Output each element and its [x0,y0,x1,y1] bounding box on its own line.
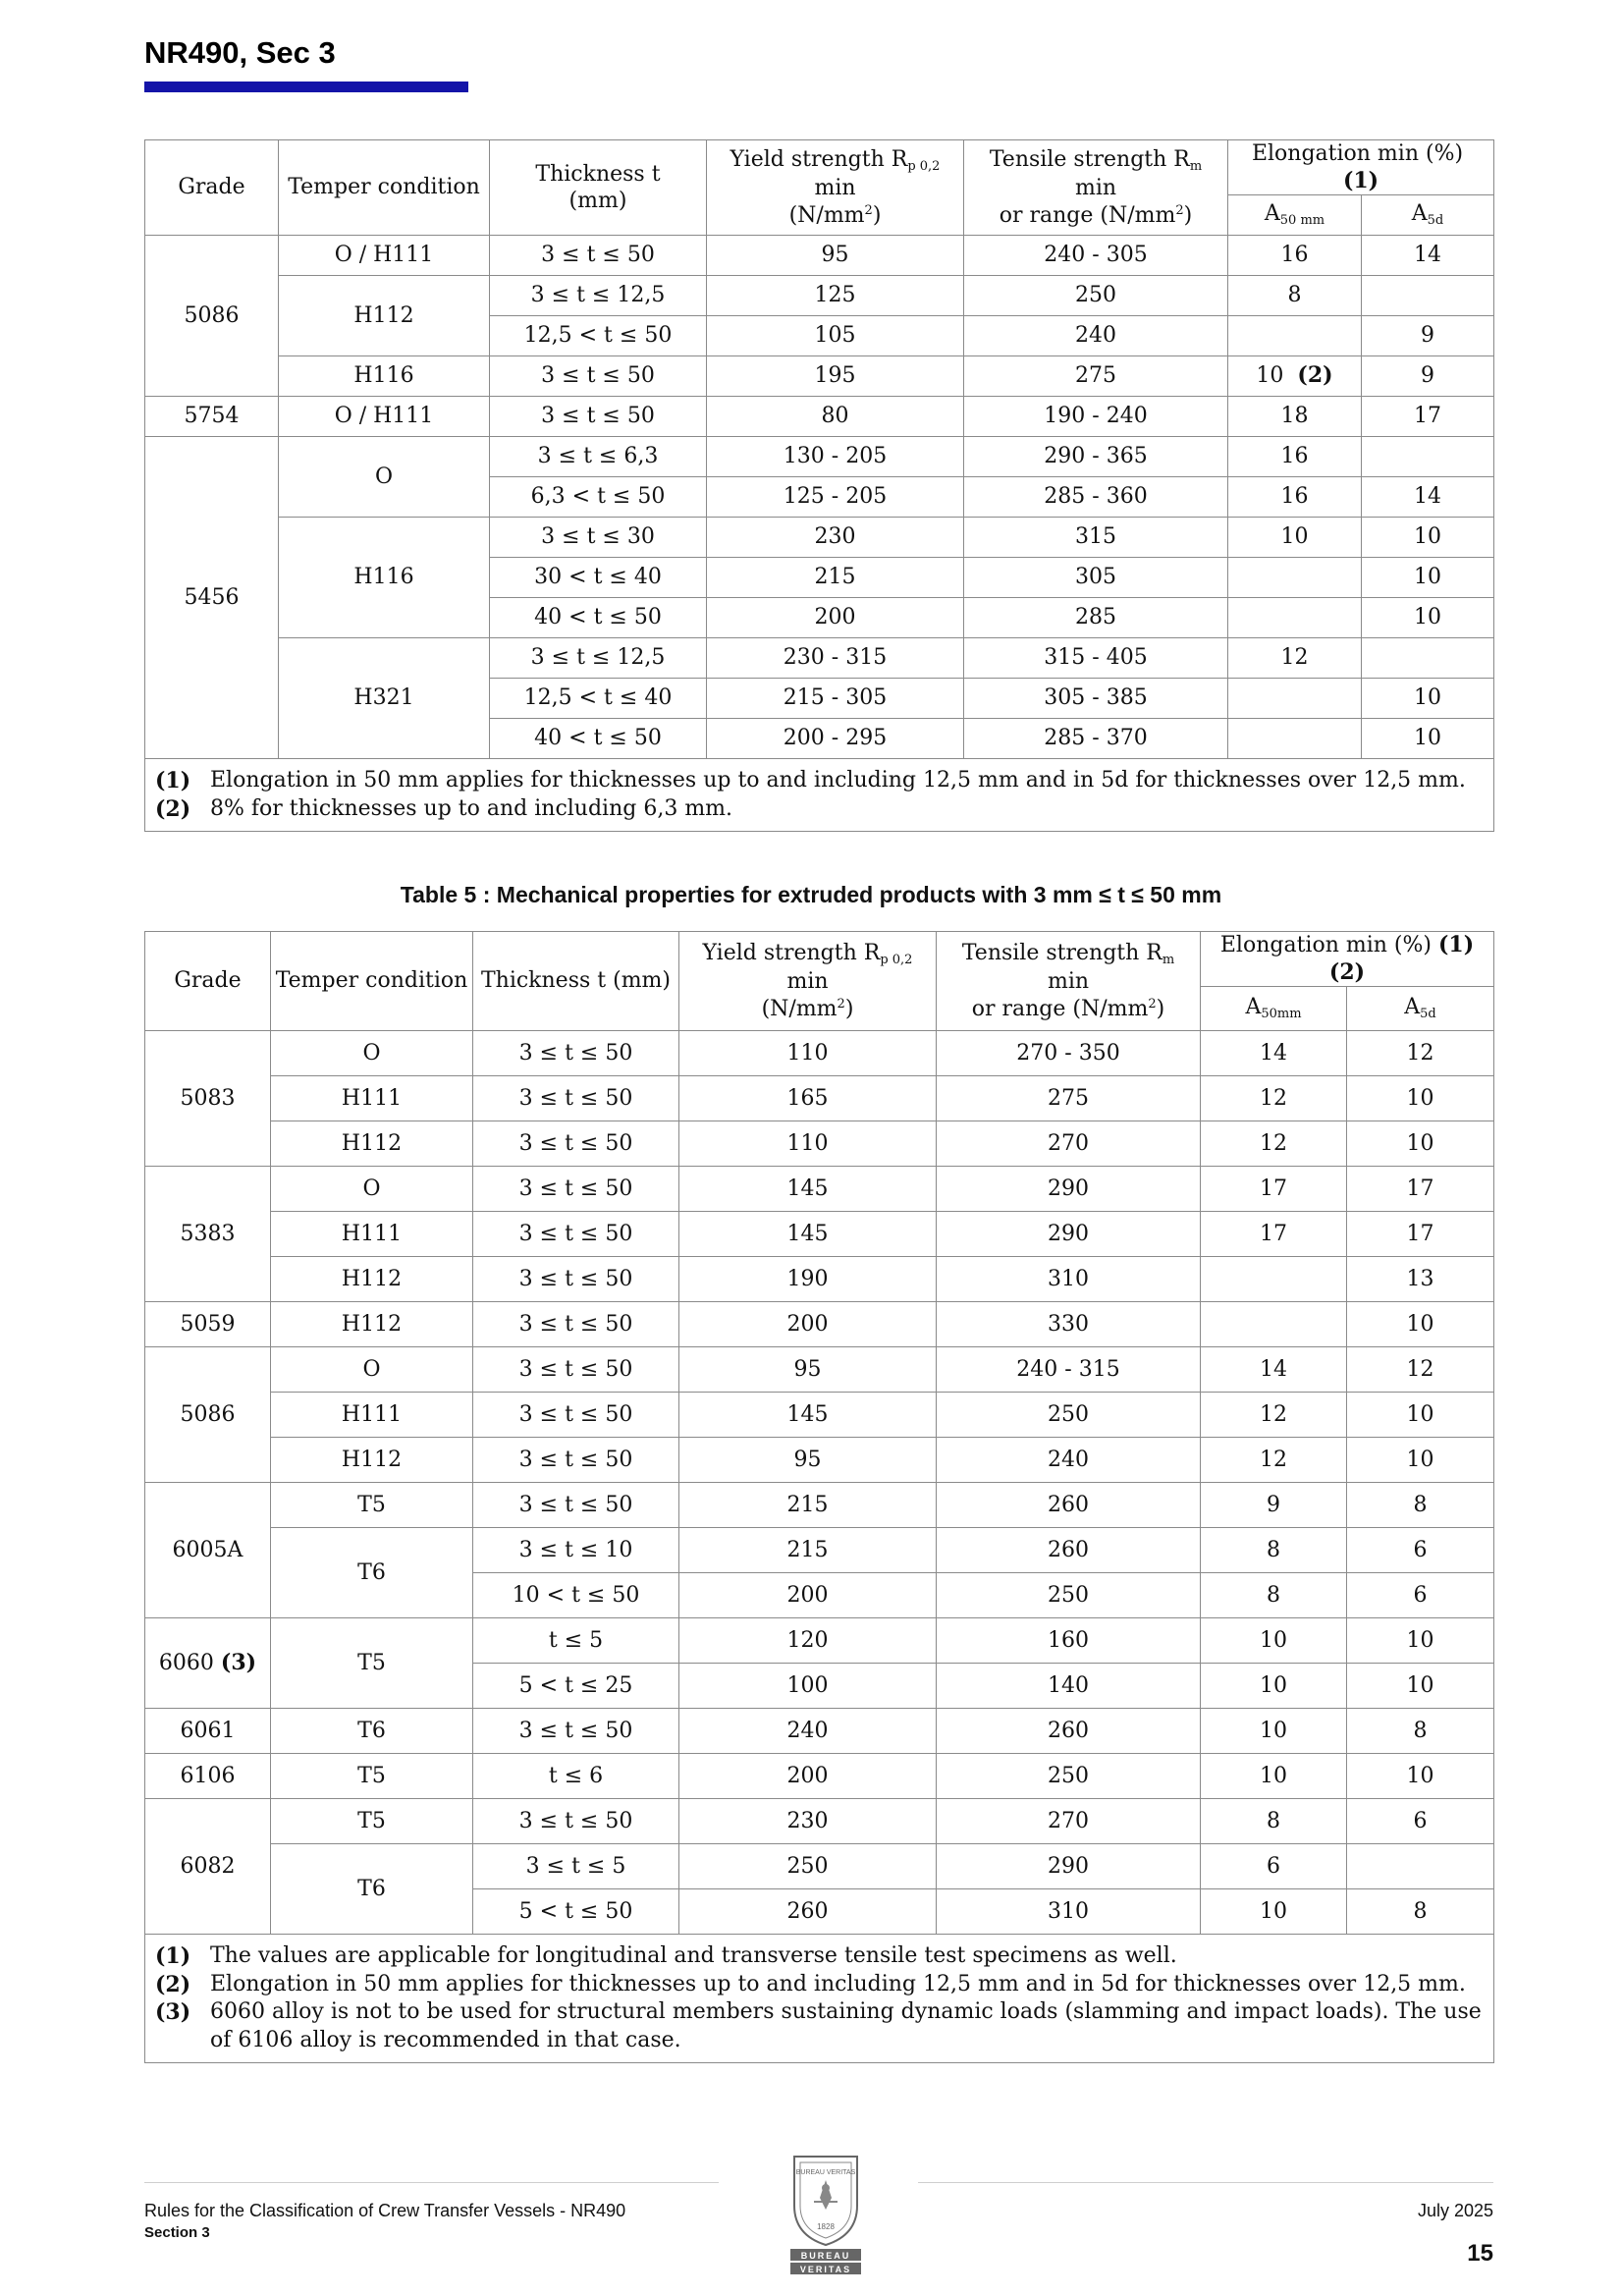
temper-cell: H112 [271,1438,473,1483]
grade-cell: 6061 [145,1709,271,1754]
a50-cell [1228,598,1362,638]
tensile-cell: 275 [937,1076,1201,1121]
thickness-cell: 12,5 < t ≤ 50 [490,316,707,356]
col-header-tensile: Tensile strength $R_m$ min or range $(N/mm^2)$ [964,140,1228,236]
table-row [145,1031,1494,1076]
thickness-cell: 3 ≤ t ≤ 50 [473,1709,679,1754]
thickness-cell: 3 ≤ t ≤ 50 [490,356,707,397]
yield-cell: 200 - 295 [707,719,964,759]
yield-cell: 80 [707,397,964,437]
a50-cell: 9 [1201,1483,1347,1528]
yield-cell: 110 [679,1121,937,1167]
tensile-cell: 270 [937,1799,1201,1844]
yield-cell: 110 [679,1031,937,1076]
a5d-cell: 10 [1347,1754,1494,1799]
yield-cell: 230 - 315 [707,638,964,679]
grade-cell: 6082 [145,1799,271,1935]
table-row [145,1799,1494,1844]
a5d-cell: 17 [1362,397,1494,437]
temper-cell: O [279,437,490,518]
notes-row [145,759,1494,832]
tensile-cell: 290 [937,1167,1201,1212]
thickness-cell: 3 ≤ t ≤ 50 [473,1212,679,1257]
tensile-cell: 250 [964,276,1228,316]
thickness-cell: t ≤ 6 [473,1754,679,1799]
thickness-cell: 12,5 < t ≤ 40 [490,679,707,719]
a5d-cell: 10 [1347,1664,1494,1709]
logo-year: 1828 [817,2222,835,2231]
yield-cell: 125 [707,276,964,316]
tensile-cell: 140 [937,1664,1201,1709]
grade-cell: 5083 [145,1031,271,1167]
table-row [145,1438,1494,1483]
a5d-cell: 10 [1362,558,1494,598]
thickness-cell: 5 < t ≤ 50 [473,1889,679,1935]
page-number: 15 [1467,2240,1493,2267]
yield-cell: 130 - 205 [707,437,964,477]
temper-cell: O [271,1167,473,1212]
table-5 [144,931,1494,2063]
a50-cell: 16 [1228,236,1362,276]
tensile-cell: 285 - 370 [964,719,1228,759]
a50-cell: 8 [1201,1573,1347,1618]
a50-cell [1228,679,1362,719]
a5d-cell: 12 [1347,1347,1494,1393]
a50-cell: 12 [1228,638,1362,679]
footnote: (1) The values are applicable for longitudinal and transverse tensile test specimens as well. [155,1943,1177,1969]
tensile-cell: 285 [964,598,1228,638]
thickness-cell: 40 < t ≤ 50 [490,598,707,638]
table-row [145,1347,1494,1393]
col-header-yield: Yield strength $R_{p 0,2}$ min $(N/mm^2)$ [679,932,937,1031]
thickness-cell: 3 ≤ t ≤ 12,5 [490,276,707,316]
tensile-cell: 290 [937,1844,1201,1889]
a50-cell [1228,719,1362,759]
table-row [145,1212,1494,1257]
thickness-cell: 3 ≤ t ≤ 50 [473,1121,679,1167]
tensile-cell: 240 - 305 [964,236,1228,276]
temper-cell: H321 [279,638,490,759]
thickness-cell: 3 ≤ t ≤ 30 [490,518,707,558]
header-title: NR490, Sec 3 [144,35,336,70]
a50-cell: 10 [1201,1889,1347,1935]
temper-cell: H112 [271,1257,473,1302]
tensile-cell: 250 [937,1573,1201,1618]
yield-cell: 105 [707,316,964,356]
thickness-cell: 10 < t ≤ 50 [473,1573,679,1618]
col-header-a5d: $A_{5d}$ [1347,987,1494,1031]
grade-cell: 5086 [145,236,279,397]
temper-cell: H112 [279,276,490,356]
yield-cell: 95 [679,1438,937,1483]
yield-cell: 200 [679,1573,937,1618]
thickness-cell: 5 < t ≤ 25 [473,1664,679,1709]
grade-cell: 5383 [145,1167,271,1302]
table-row [145,1709,1494,1754]
tensile-cell: 290 [937,1212,1201,1257]
a5d-cell: 10 [1347,1076,1494,1121]
yield-cell: 200 [679,1754,937,1799]
table-4 [144,139,1494,832]
yield-cell: 260 [679,1889,937,1935]
thickness-cell: 3 ≤ t ≤ 10 [473,1528,679,1573]
logo-line-2: VERITAS [799,2265,852,2274]
a5d-cell: 8 [1347,1483,1494,1528]
yield-cell: 240 [679,1709,937,1754]
col-header-temper: Temper condition [279,140,490,236]
a5d-cell: 10 [1347,1121,1494,1167]
a50-cell: 17 [1201,1212,1347,1257]
yield-cell: 95 [707,236,964,276]
col-header-thickness: Thickness t (mm) [473,932,679,1031]
table-row [145,638,1494,679]
table-row [145,1393,1494,1438]
table-row [145,236,1494,276]
table-row [145,397,1494,437]
notes-row [145,1935,1494,2063]
table-row [145,437,1494,477]
thickness-cell: 3 ≤ t ≤ 50 [473,1438,679,1483]
table-row [145,1302,1494,1347]
a50-cell: 10 [1201,1754,1347,1799]
temper-cell: H112 [271,1121,473,1167]
thickness-cell: 3 ≤ t ≤ 50 [490,236,707,276]
tensile-cell: 305 - 385 [964,679,1228,719]
temper-cell: H116 [279,518,490,638]
table-row [145,1618,1494,1664]
temper-cell: T5 [271,1618,473,1709]
yield-cell: 215 - 305 [707,679,964,719]
a5d-cell: 14 [1362,477,1494,518]
footer-rule-right [918,2182,1493,2183]
yield-cell: 165 [679,1076,937,1121]
a5d-cell: 14 [1362,236,1494,276]
a5d-cell: 10 [1362,679,1494,719]
a50-cell [1228,316,1362,356]
temper-cell: H111 [271,1076,473,1121]
temper-cell: T5 [271,1799,473,1844]
a5d-cell: 8 [1347,1709,1494,1754]
col-header-grade: Grade [145,140,279,236]
grade-cell: 6106 [145,1754,271,1799]
a50-cell [1201,1257,1347,1302]
table-row [145,518,1494,558]
footnote: (3) 6060 alloy is not to be used for structural members sustaining dynamic loads (slamming and impact loads). The use of 6106 alloy is recommended in that case. [155,1999,1482,2052]
tensile-cell: 315 - 405 [964,638,1228,679]
yield-cell: 125 - 205 [707,477,964,518]
table-5-caption: Table 5 : Mechanical properties for extruded products with 3 mm ≤ t ≤ 50 mm [400,882,1222,907]
footer-date: July 2025 [1417,2201,1493,2220]
a5d-cell: 9 [1362,356,1494,397]
a50-cell: 12 [1201,1393,1347,1438]
tensile-cell: 240 - 315 [937,1347,1201,1393]
a5d-cell: 10 [1347,1438,1494,1483]
thickness-cell: 3 ≤ t ≤ 50 [473,1483,679,1528]
yield-cell: 195 [707,356,964,397]
logo-line-1: BUREAU [800,2251,851,2261]
temper-cell: T6 [271,1528,473,1618]
yield-cell: 215 [707,558,964,598]
footer-section: Section 3 [144,2224,210,2241]
tensile-cell: 270 [937,1121,1201,1167]
temper-cell: O / H111 [279,397,490,437]
temper-cell: H111 [271,1212,473,1257]
tensile-cell: 240 [964,316,1228,356]
a50-cell: 8 [1201,1799,1347,1844]
a5d-cell: 8 [1347,1889,1494,1935]
a50-cell: 10 [1201,1618,1347,1664]
tensile-cell: 250 [937,1393,1201,1438]
yield-cell: 215 [679,1483,937,1528]
a50-cell [1228,558,1362,598]
col-header-a50: $A_{50mm}$ [1201,987,1347,1031]
temper-cell: T6 [271,1709,473,1754]
a50-cell: 12 [1201,1076,1347,1121]
table-row [145,1076,1494,1121]
a50-cell: 10 [1201,1709,1347,1754]
grade-cell: 6060 (3) [145,1618,271,1709]
thickness-cell: 6,3 < t ≤ 50 [490,477,707,518]
tensile-cell: 270 - 350 [937,1031,1201,1076]
a50-cell: 14 [1201,1347,1347,1393]
temper-cell: H111 [271,1393,473,1438]
table-row [145,356,1494,397]
tensile-cell: 250 [937,1754,1201,1799]
table-row [145,1167,1494,1212]
thickness-cell: 3 ≤ t ≤ 50 [473,1076,679,1121]
a50-cell [1201,1302,1347,1347]
thickness-cell: 3 ≤ t ≤ 50 [473,1031,679,1076]
a50-cell: 10 (2) [1228,356,1362,397]
a50-cell: 8 [1201,1528,1347,1573]
col-header-temper: Temper condition [271,932,473,1031]
thickness-cell: 3 ≤ t ≤ 50 [473,1257,679,1302]
grade-cell: 5456 [145,437,279,759]
a50-cell: 16 [1228,437,1362,477]
yield-cell: 190 [679,1257,937,1302]
tensile-cell: 310 [937,1889,1201,1935]
thickness-cell: 3 ≤ t ≤ 12,5 [490,638,707,679]
table-row [145,1121,1494,1167]
yield-cell: 200 [707,598,964,638]
grade-cell: 5086 [145,1347,271,1483]
thickness-cell: 3 ≤ t ≤ 50 [473,1347,679,1393]
yield-cell: 145 [679,1393,937,1438]
thickness-cell: 3 ≤ t ≤ 5 [473,1844,679,1889]
tensile-cell: 260 [937,1528,1201,1573]
temper-cell: T5 [271,1754,473,1799]
table-row [145,1257,1494,1302]
a50-cell: 12 [1201,1438,1347,1483]
table-row [145,1483,1494,1528]
a5d-cell: 13 [1347,1257,1494,1302]
tensile-cell: 305 [964,558,1228,598]
col-header-tensile: Tensile strength $R_m$ min or range $(N/mm^2)$ [937,932,1201,1031]
a50-cell: 12 [1201,1121,1347,1167]
a5d-cell: 10 [1362,719,1494,759]
tensile-cell: 285 - 360 [964,477,1228,518]
a5d-cell: 12 [1347,1031,1494,1076]
tensile-cell: 240 [937,1438,1201,1483]
thickness-cell: 3 ≤ t ≤ 50 [473,1393,679,1438]
yield-cell: 230 [679,1799,937,1844]
logo-ring-text: BUREAU VERITAS [795,2169,856,2176]
tensile-cell: 260 [937,1709,1201,1754]
a5d-cell [1362,638,1494,679]
temper-cell: O [271,1347,473,1393]
tensile-cell: 160 [937,1618,1201,1664]
a5d-cell [1347,1844,1494,1889]
footer-rule-left [144,2182,719,2183]
grade-cell: 6005A [145,1483,271,1618]
col-header-a5d: $A_{5d}$ [1362,195,1494,236]
a5d-cell [1362,276,1494,316]
col-header-yield: Yield strength $R_{p 0,2}$ min $(N/mm^2)$ [707,140,964,236]
col-header-a50: $A_{50 mm}$ [1228,195,1362,236]
table-row [145,1844,1494,1889]
bureau-veritas-logo [781,2151,871,2276]
a50-cell: 8 [1228,276,1362,316]
table-row [145,1754,1494,1799]
thickness-cell: 3 ≤ t ≤ 50 [473,1799,679,1844]
yield-cell: 95 [679,1347,937,1393]
temper-cell: T6 [271,1844,473,1935]
tensile-cell: 315 [964,518,1228,558]
tensile-cell: 260 [937,1483,1201,1528]
grade-cell: 5059 [145,1302,271,1347]
col-header-elongation: Elongation min (%) (1) [1228,140,1494,195]
a50-cell: 10 [1201,1664,1347,1709]
a5d-cell: 10 [1362,598,1494,638]
a5d-cell: 10 [1347,1618,1494,1664]
temper-cell: O / H111 [279,236,490,276]
tensile-cell: 330 [937,1302,1201,1347]
yield-cell: 250 [679,1844,937,1889]
a5d-cell: 6 [1347,1573,1494,1618]
temper-cell: H112 [271,1302,473,1347]
thickness-cell: t ≤ 5 [473,1618,679,1664]
header-rule [144,82,468,92]
footnote: (2) Elongation in 50 mm applies for thicknesses up to and including 12,5 mm and in 5d for thicknesses over 12,5 mm. [155,1971,1466,1997]
a5d-cell: 17 [1347,1167,1494,1212]
thickness-cell: 3 ≤ t ≤ 6,3 [490,437,707,477]
temper-cell: T5 [271,1483,473,1528]
yield-cell: 100 [679,1664,937,1709]
a50-cell: 17 [1201,1167,1347,1212]
table-row [145,1528,1494,1573]
thickness-cell: 3 ≤ t ≤ 50 [473,1302,679,1347]
a5d-cell: 17 [1347,1212,1494,1257]
a50-cell: 6 [1201,1844,1347,1889]
a5d-cell: 6 [1347,1799,1494,1844]
yield-cell: 120 [679,1618,937,1664]
temper-cell: O [271,1031,473,1076]
a50-cell: 14 [1201,1031,1347,1076]
tensile-cell: 290 - 365 [964,437,1228,477]
a5d-cell: 9 [1362,316,1494,356]
yield-cell: 215 [679,1528,937,1573]
col-header-grade: Grade [145,932,271,1031]
a50-cell: 10 [1228,518,1362,558]
footnote: (1) Elongation in 50 mm applies for thicknesses up to and including 12,5 mm and in 5d for thicknesses over 12,5 mm. [155,768,1466,793]
thickness-cell: 3 ≤ t ≤ 50 [473,1167,679,1212]
col-header-elongation: Elongation min (%) (1) (2) [1201,932,1494,987]
tensile-cell: 275 [964,356,1228,397]
a5d-cell: 10 [1347,1302,1494,1347]
footnote: (2) 8% for thicknesses up to and including 6,3 mm. [155,795,733,822]
grade-cell: 5754 [145,397,279,437]
thickness-cell: 40 < t ≤ 50 [490,719,707,759]
a50-cell: 18 [1228,397,1362,437]
table-5-notes [145,1935,1494,2063]
thickness-cell: 3 ≤ t ≤ 50 [490,397,707,437]
temper-cell: H116 [279,356,490,397]
a5d-cell: 10 [1347,1393,1494,1438]
tensile-cell: 310 [937,1257,1201,1302]
a5d-cell: 6 [1347,1528,1494,1573]
footer-doc-title: Rules for the Classification of Crew Transfer Vessels - NR490 [144,2201,626,2220]
yield-cell: 145 [679,1167,937,1212]
tensile-cell: 190 - 240 [964,397,1228,437]
footer-doc-info [144,2201,625,2241]
a5d-cell [1362,437,1494,477]
yield-cell: 200 [679,1302,937,1347]
a5d-cell: 10 [1362,518,1494,558]
table-row [145,276,1494,316]
yield-cell: 145 [679,1212,937,1257]
table-4-notes [145,759,1494,832]
yield-cell: 230 [707,518,964,558]
thickness-cell: 30 < t ≤ 40 [490,558,707,598]
a50-cell: 16 [1228,477,1362,518]
col-header-thickness: Thickness t (mm) [490,140,707,236]
